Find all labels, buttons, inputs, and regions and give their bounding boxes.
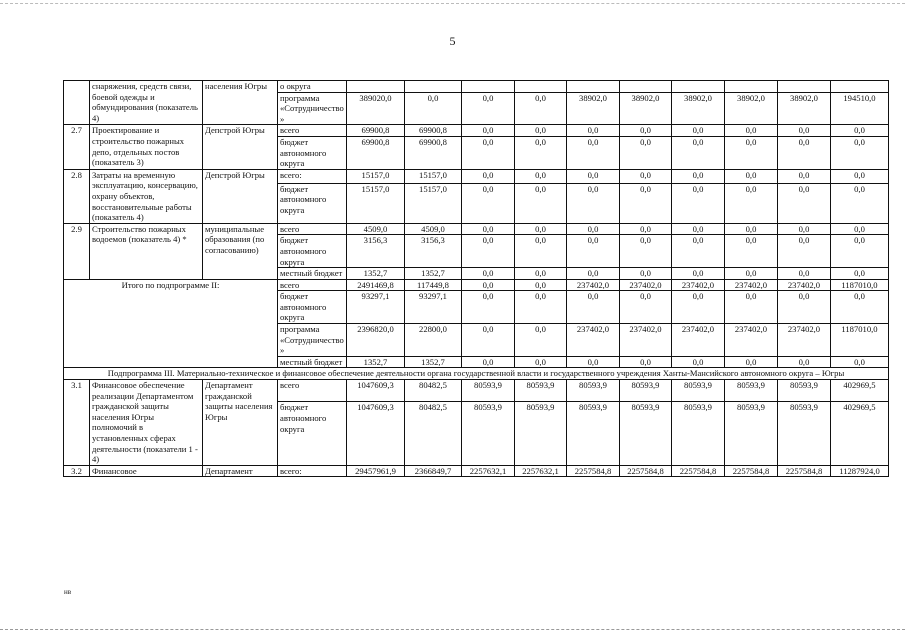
amount-cell: 4509,0 <box>405 223 462 235</box>
amount-cell: 0,0 <box>620 125 672 137</box>
row-number-cell: 2.9 <box>64 223 90 279</box>
funding-source-cell: о округа <box>278 81 347 93</box>
amount-cell: 38902,0 <box>672 92 725 125</box>
amount-cell: 117449,8 <box>405 279 462 291</box>
activity-name-cell: Финансовое <box>90 465 203 477</box>
amount-cell: 0,0 <box>778 356 831 368</box>
amount-cell: 0,0 <box>778 136 831 169</box>
row-number-cell: 3.2 <box>64 465 90 477</box>
funding-source-cell: бюджет автономного округа <box>278 183 347 223</box>
amount-cell: 237402,0 <box>620 324 672 357</box>
amount-cell: 0,0 <box>462 268 515 280</box>
amount-cell: 237402,0 <box>567 324 620 357</box>
amount-cell: 237402,0 <box>725 279 778 291</box>
section-title-row <box>64 368 889 380</box>
amount-cell: 0,0 <box>567 356 620 368</box>
amount-cell: 2257584,8 <box>567 465 620 477</box>
amount-cell: 93297,1 <box>405 291 462 324</box>
amount-cell: 80593,9 <box>515 402 567 465</box>
amount-cell: 0,0 <box>831 183 889 223</box>
amount-cell: 1352,7 <box>405 268 462 280</box>
amount-cell: 0,0 <box>831 223 889 235</box>
amount-cell: 0,0 <box>515 183 567 223</box>
amount-cell: 0,0 <box>515 356 567 368</box>
amount-cell: 2491469,8 <box>347 279 405 291</box>
page-number: 5 <box>449 34 456 48</box>
amount-cell: 80593,9 <box>725 402 778 465</box>
amount-cell: 2257584,8 <box>620 465 672 477</box>
amount-cell: 237402,0 <box>620 279 672 291</box>
budget-table-wrapper <box>63 80 888 477</box>
amount-cell <box>725 81 778 93</box>
section-title-cell: Подпрограмма III. Материально-техническое и финансовое обеспечение деятельности органа государственной власти и государственного учреждения Ханты-Мансийского автономного округа – Югры <box>64 368 889 380</box>
amount-cell: 0,0 <box>831 291 889 324</box>
amount-cell: 1047609,3 <box>347 380 405 402</box>
table-row <box>64 125 889 137</box>
amount-cell: 0,0 <box>620 136 672 169</box>
amount-cell: 0,0 <box>725 268 778 280</box>
amount-cell: 0,0 <box>672 183 725 223</box>
row-number-cell <box>64 81 90 125</box>
amount-cell: 0,0 <box>462 291 515 324</box>
row-number-cell: 2.7 <box>64 125 90 169</box>
amount-cell: 0,0 <box>462 136 515 169</box>
amount-cell: 0,0 <box>462 169 515 183</box>
amount-cell: 69900,8 <box>405 136 462 169</box>
table-row <box>64 465 889 477</box>
amount-cell: 80593,9 <box>672 402 725 465</box>
amount-cell: 0,0 <box>672 356 725 368</box>
amount-cell: 0,0 <box>515 291 567 324</box>
amount-cell: 29457961,9 <box>347 465 405 477</box>
table-row <box>64 223 889 235</box>
amount-cell: 0,0 <box>778 183 831 223</box>
amount-cell: 80593,9 <box>725 380 778 402</box>
amount-cell: 2257632,1 <box>515 465 567 477</box>
amount-cell: 0,0 <box>831 136 889 169</box>
amount-cell: 0,0 <box>672 268 725 280</box>
amount-cell: 80482,5 <box>405 402 462 465</box>
amount-cell: 0,0 <box>515 125 567 137</box>
funding-source-cell: всего <box>278 223 347 235</box>
amount-cell: 38902,0 <box>620 92 672 125</box>
amount-cell: 80593,9 <box>672 380 725 402</box>
amount-cell: 0,0 <box>515 268 567 280</box>
amount-cell: 80593,9 <box>778 380 831 402</box>
amount-cell: 237402,0 <box>778 324 831 357</box>
amount-cell <box>462 81 515 93</box>
activity-name-cell: снаряжения, средств связи, боевой одежды и обмундирования (показатель 4) <box>90 81 203 125</box>
amount-cell: 0,0 <box>725 291 778 324</box>
amount-cell: 0,0 <box>462 92 515 125</box>
amount-cell: 0,0 <box>725 356 778 368</box>
amount-cell: 0,0 <box>831 268 889 280</box>
amount-cell: 0,0 <box>725 235 778 268</box>
amount-cell: 2257632,1 <box>462 465 515 477</box>
amount-cell: 80593,9 <box>620 402 672 465</box>
amount-cell <box>831 81 889 93</box>
funding-source-cell: программа «Сотрудничество» <box>278 324 347 357</box>
amount-cell: 402969,5 <box>831 402 889 465</box>
table-row <box>64 169 889 183</box>
amount-cell: 38902,0 <box>725 92 778 125</box>
amount-cell: 2366849,7 <box>405 465 462 477</box>
amount-cell: 1187010,0 <box>831 279 889 291</box>
funding-source-cell: бюджет автономного округа <box>278 291 347 324</box>
funding-source-cell: всего: <box>278 169 347 183</box>
footer-mark: нв <box>64 588 72 596</box>
amount-cell: 0,0 <box>567 125 620 137</box>
amount-cell: 0,0 <box>778 223 831 235</box>
amount-cell <box>515 81 567 93</box>
amount-cell: 0,0 <box>515 223 567 235</box>
amount-cell: 80482,5 <box>405 380 462 402</box>
amount-cell: 0,0 <box>462 324 515 357</box>
amount-cell: 38902,0 <box>567 92 620 125</box>
amount-cell: 0,0 <box>620 235 672 268</box>
amount-cell: 69900,8 <box>347 136 405 169</box>
amount-cell: 0,0 <box>725 223 778 235</box>
amount-cell <box>405 81 462 93</box>
amount-cell: 237402,0 <box>672 279 725 291</box>
amount-cell: 0,0 <box>725 125 778 137</box>
amount-cell: 0,0 <box>462 235 515 268</box>
amount-cell: 0,0 <box>620 291 672 324</box>
amount-cell: 0,0 <box>515 136 567 169</box>
amount-cell: 69900,8 <box>347 125 405 137</box>
funding-source-cell: бюджет автономного округа <box>278 136 347 169</box>
amount-cell: 237402,0 <box>778 279 831 291</box>
executor-cell: муниципальные образования (по согласованию) <box>203 223 278 279</box>
amount-cell: 69900,8 <box>405 125 462 137</box>
amount-cell: 80593,9 <box>778 402 831 465</box>
executor-cell: Департамент <box>203 465 278 477</box>
amount-cell: 80593,9 <box>620 380 672 402</box>
row-number-cell: 2.8 <box>64 169 90 223</box>
amount-cell: 0,0 <box>778 125 831 137</box>
amount-cell: 80593,9 <box>462 402 515 465</box>
funding-source-cell: местный бюджет <box>278 268 347 280</box>
amount-cell: 0,0 <box>672 223 725 235</box>
scan-edge-bottom <box>0 629 905 630</box>
amount-cell: 11287924,0 <box>831 465 889 477</box>
amount-cell: 3156,3 <box>405 235 462 268</box>
amount-cell: 237402,0 <box>672 324 725 357</box>
amount-cell <box>620 81 672 93</box>
amount-cell: 38902,0 <box>778 92 831 125</box>
amount-cell: 0,0 <box>778 169 831 183</box>
amount-cell: 1352,7 <box>347 268 405 280</box>
funding-source-cell: всего <box>278 380 347 402</box>
amount-cell <box>778 81 831 93</box>
amount-cell <box>567 81 620 93</box>
amount-cell: 80593,9 <box>515 380 567 402</box>
activity-name-cell: Затраты на временную эксплуатацию, консервацию, охрану объектов, восстановительные работы (показатель 4) <box>90 169 203 223</box>
amount-cell: 80593,9 <box>462 380 515 402</box>
amount-cell: 1187010,0 <box>831 324 889 357</box>
total-label-cell: Итого по подпрограмме II: <box>64 279 278 368</box>
amount-cell: 0,0 <box>672 291 725 324</box>
amount-cell: 0,0 <box>620 183 672 223</box>
amount-cell: 0,0 <box>672 136 725 169</box>
amount-cell: 1047609,3 <box>347 402 405 465</box>
activity-name-cell: Строительство пожарных водоемов (показатель 4) * <box>90 223 203 279</box>
amount-cell: 237402,0 <box>567 279 620 291</box>
funding-source-cell: бюджет автономного округа <box>278 235 347 268</box>
amount-cell: 0,0 <box>778 268 831 280</box>
amount-cell: 0,0 <box>725 183 778 223</box>
amount-cell: 1352,7 <box>405 356 462 368</box>
amount-cell: 22800,0 <box>405 324 462 357</box>
amount-cell: 402969,5 <box>831 380 889 402</box>
amount-cell: 0,0 <box>620 356 672 368</box>
amount-cell: 15157,0 <box>405 183 462 223</box>
amount-cell: 0,0 <box>672 169 725 183</box>
executor-cell: Департамент гражданской защиты населения Югры <box>203 380 278 466</box>
amount-cell: 0,0 <box>620 223 672 235</box>
amount-cell: 0,0 <box>515 235 567 268</box>
amount-cell: 0,0 <box>567 223 620 235</box>
amount-cell: 0,0 <box>672 235 725 268</box>
amount-cell: 1352,7 <box>347 356 405 368</box>
amount-cell: 4509,0 <box>347 223 405 235</box>
amount-cell: 15157,0 <box>405 169 462 183</box>
budget-table <box>63 80 889 477</box>
amount-cell <box>672 81 725 93</box>
amount-cell: 15157,0 <box>347 169 405 183</box>
table-row <box>64 81 889 93</box>
amount-cell: 0,0 <box>462 125 515 137</box>
scan-edge-top <box>0 3 905 4</box>
executor-cell: Депстрой Югры <box>203 169 278 223</box>
amount-cell: 0,0 <box>515 279 567 291</box>
executor-cell: Депстрой Югры <box>203 125 278 169</box>
amount-cell: 0,0 <box>567 169 620 183</box>
amount-cell: 3156,3 <box>347 235 405 268</box>
amount-cell: 0,0 <box>831 125 889 137</box>
amount-cell: 15157,0 <box>347 183 405 223</box>
amount-cell: 0,0 <box>567 136 620 169</box>
amount-cell: 0,0 <box>515 169 567 183</box>
activity-name-cell: Проектирование и строительство пожарных депо, отдельных постов (показатель 3) <box>90 125 203 169</box>
amount-cell <box>347 81 405 93</box>
funding-source-cell: программа «Сотрудничество» <box>278 92 347 125</box>
amount-cell: 0,0 <box>725 169 778 183</box>
amount-cell: 0,0 <box>462 223 515 235</box>
amount-cell: 194510,0 <box>831 92 889 125</box>
amount-cell: 0,0 <box>831 356 889 368</box>
executor-cell: населения Югры <box>203 81 278 125</box>
amount-cell: 0,0 <box>567 268 620 280</box>
row-number-cell: 3.1 <box>64 380 90 466</box>
amount-cell: 0,0 <box>672 125 725 137</box>
table-row <box>64 279 889 291</box>
amount-cell: 0,0 <box>405 92 462 125</box>
amount-cell: 237402,0 <box>725 324 778 357</box>
amount-cell: 80593,9 <box>567 402 620 465</box>
amount-cell: 0,0 <box>778 291 831 324</box>
amount-cell: 0,0 <box>778 235 831 268</box>
amount-cell: 2257584,8 <box>672 465 725 477</box>
amount-cell: 0,0 <box>620 169 672 183</box>
funding-source-cell: всего <box>278 125 347 137</box>
amount-cell: 0,0 <box>515 324 567 357</box>
amount-cell: 0,0 <box>567 291 620 324</box>
funding-source-cell: бюджет автономного округа <box>278 402 347 465</box>
amount-cell: 2257584,8 <box>778 465 831 477</box>
amount-cell: 93297,1 <box>347 291 405 324</box>
funding-source-cell: всего: <box>278 465 347 477</box>
amount-cell: 0,0 <box>831 235 889 268</box>
amount-cell: 0,0 <box>620 268 672 280</box>
amount-cell: 0,0 <box>462 356 515 368</box>
table-row <box>64 380 889 402</box>
activity-name-cell: Финансовое обеспечение реализации Департаментом гражданской защиты населения Югры полномочий в установленных сферах деятельности (показатели 1 - 4) <box>90 380 203 466</box>
funding-source-cell: местный бюджет <box>278 356 347 368</box>
amount-cell: 0,0 <box>515 92 567 125</box>
funding-source-cell: всего <box>278 279 347 291</box>
amount-cell: 2257584,8 <box>725 465 778 477</box>
amount-cell: 0,0 <box>462 183 515 223</box>
amount-cell: 0,0 <box>567 235 620 268</box>
amount-cell: 0,0 <box>567 183 620 223</box>
amount-cell: 389020,0 <box>347 92 405 125</box>
amount-cell: 2396820,0 <box>347 324 405 357</box>
amount-cell: 0,0 <box>831 169 889 183</box>
amount-cell: 0,0 <box>725 136 778 169</box>
amount-cell: 0,0 <box>462 279 515 291</box>
amount-cell: 80593,9 <box>567 380 620 402</box>
